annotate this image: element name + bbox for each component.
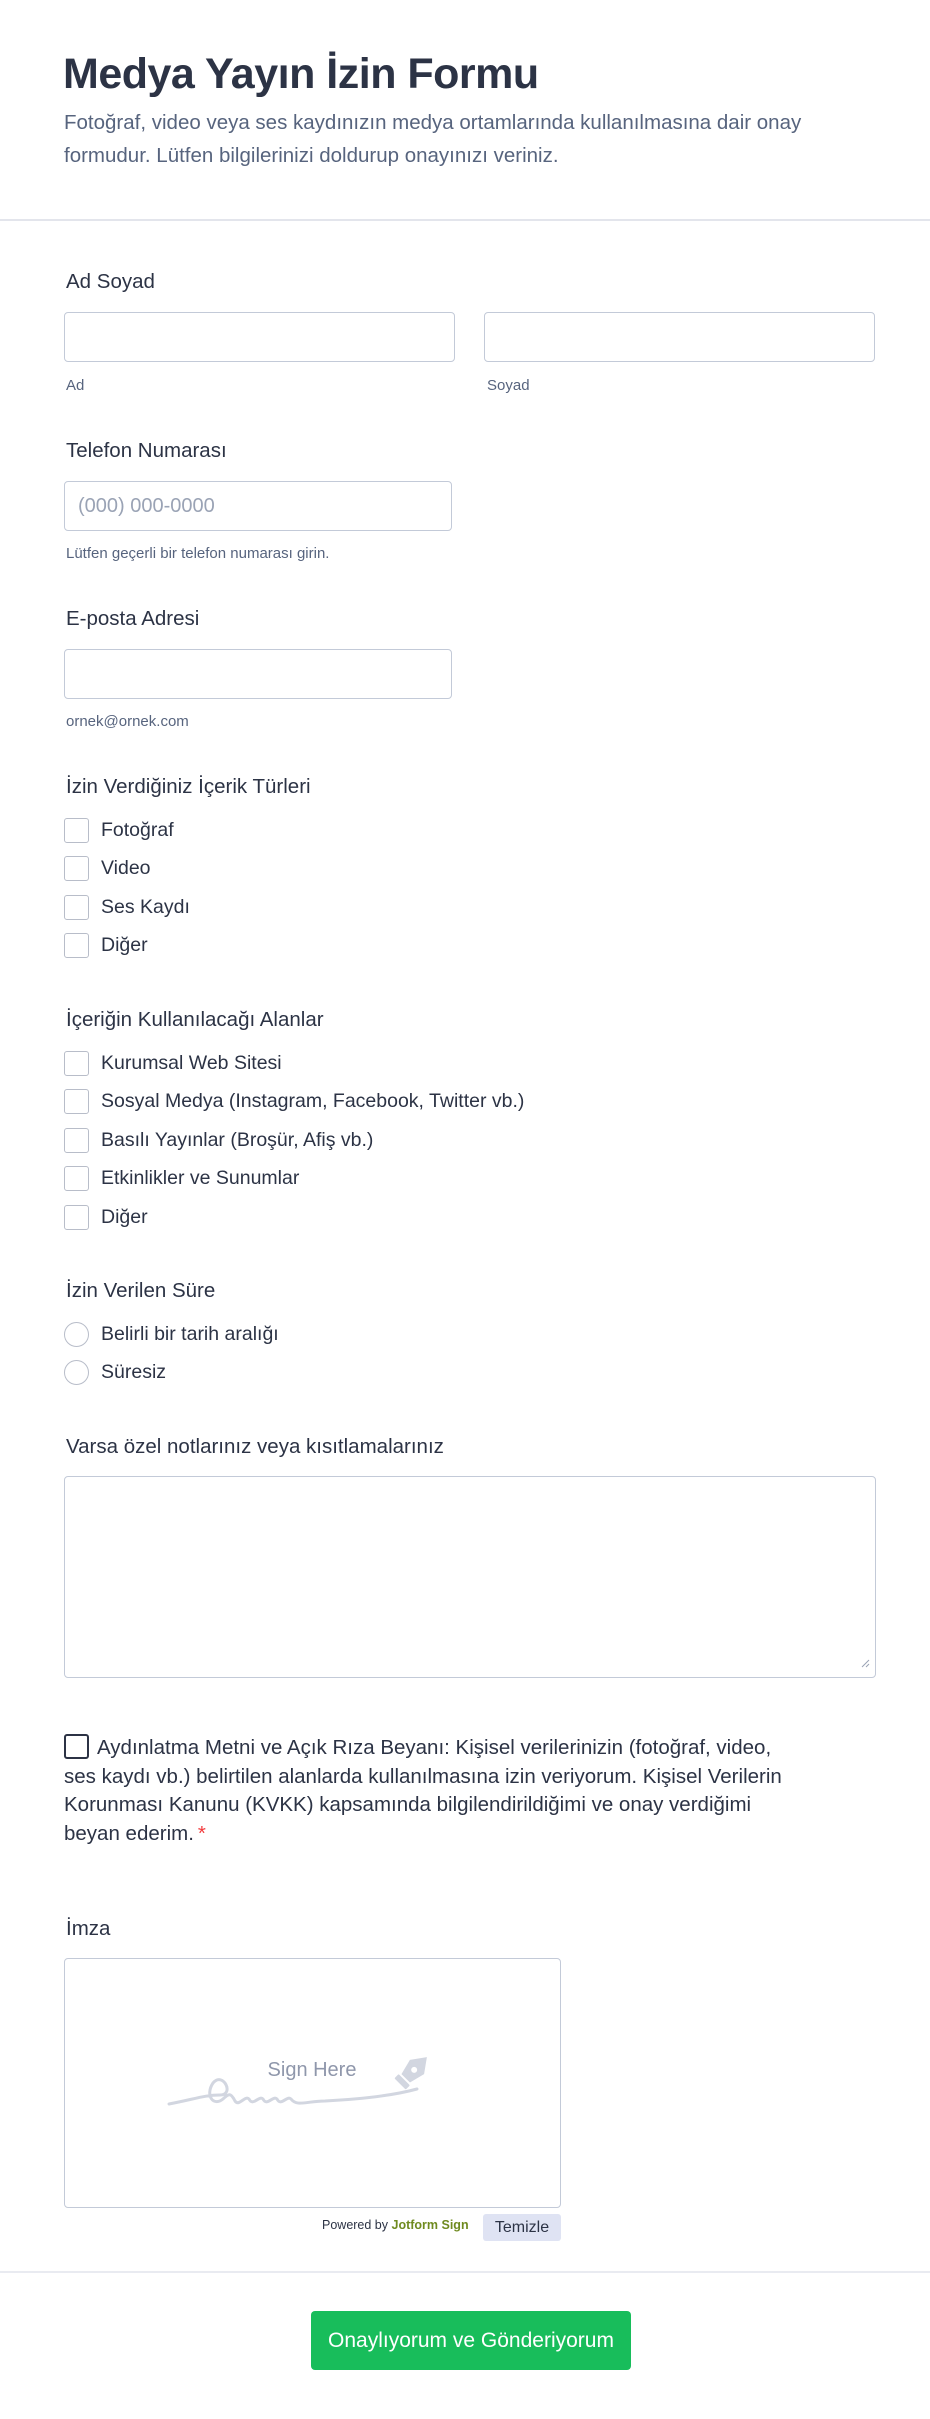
submit-button[interactable]: Onaylıyorum ve Gönderiyorum <box>311 2311 631 2370</box>
form-header <box>0 0 930 221</box>
option-label: Belirli bir tarih aralığı <box>101 1322 279 1345</box>
notes-label: Varsa özel notlarınız veya kısıtlamalarınız <box>66 1435 444 1458</box>
last-name-input[interactable] <box>484 312 875 362</box>
footer-divider <box>0 2271 930 2273</box>
signature-pen-icon <box>393 2050 434 2091</box>
option-label: Diğer <box>101 933 148 956</box>
duration-label: İzin Verilen Süre <box>66 1279 216 1302</box>
clear-signature-button[interactable]: Temizle <box>483 2214 561 2241</box>
checkbox[interactable] <box>64 1051 89 1076</box>
powered-by-text: Powered by <box>322 2218 389 2232</box>
email-sublabel: ornek@ornek.com <box>66 713 189 730</box>
email-input[interactable] <box>64 649 452 699</box>
jotform-sign-brand[interactable]: Jotform Sign <box>391 2218 469 2232</box>
resize-grip-icon[interactable] <box>860 1658 870 1668</box>
checkbox[interactable] <box>64 818 89 843</box>
usage-areas-label: İçeriğin Kullanılacağı Alanlar <box>66 1008 324 1031</box>
checkbox[interactable] <box>64 1089 89 1114</box>
option-label: Ses Kaydı <box>101 895 190 918</box>
usage-area-option[interactable] <box>64 1165 299 1191</box>
content-type-option[interactable] <box>64 894 190 920</box>
option-label: Diğer <box>101 1205 148 1228</box>
checkbox[interactable] <box>64 1166 89 1191</box>
phone-input[interactable] <box>64 481 452 531</box>
option-label: Video <box>101 856 151 879</box>
signature-placeholder <box>165 2049 455 2129</box>
usage-area-option[interactable] <box>64 1204 148 1230</box>
checkbox[interactable] <box>64 895 89 920</box>
content-type-option[interactable] <box>64 817 174 843</box>
option-label: Basılı Yayınlar (Broşür, Afiş vb.) <box>101 1128 374 1151</box>
option-label: Fotoğraf <box>101 818 174 841</box>
signature-label: İmza <box>66 1917 111 1940</box>
last-name-sublabel: Soyad <box>487 377 530 394</box>
notes-textarea[interactable] <box>64 1476 876 1678</box>
signature-squiggle <box>169 2080 417 2104</box>
option-label: Etkinlikler ve Sunumlar <box>101 1166 300 1189</box>
option-label: Kurumsal Web Sitesi <box>101 1051 282 1074</box>
checkbox[interactable] <box>64 1205 89 1230</box>
sign-here-text: Sign Here <box>267 2059 357 2081</box>
usage-area-option[interactable] <box>64 1088 524 1114</box>
required-asterisk: * <box>197 1821 206 1845</box>
content-type-option[interactable] <box>64 855 151 881</box>
phone-sublabel: Lütfen geçerli bir telefon numarası girin. <box>66 545 330 562</box>
powered-by <box>322 2218 469 2232</box>
name-label: Ad Soyad <box>66 270 155 293</box>
content-type-option[interactable] <box>64 932 148 958</box>
checkbox[interactable] <box>64 1128 89 1153</box>
signature-pad[interactable] <box>64 1958 561 2208</box>
consent-checkbox[interactable] <box>64 1734 89 1759</box>
consent-block <box>64 1734 784 1848</box>
usage-area-option[interactable] <box>64 1127 373 1153</box>
first-name-sublabel: Ad <box>66 377 85 394</box>
radio-button[interactable] <box>64 1360 89 1385</box>
first-name-input[interactable] <box>64 312 455 362</box>
form-title: Medya Yayın İzin Formu <box>63 50 539 98</box>
radio-button[interactable] <box>64 1322 89 1347</box>
option-label: Sosyal Medya (Instagram, Facebook, Twitter vb.) <box>101 1089 525 1112</box>
consent-text: Aydınlatma Metni ve Açık Rıza Beyanı: Kişisel verilerinizin (fotoğraf, video, ses kaydı vb.) belirtilen alanlarda kullanılmasına izin veriyorum. Kişisel Verilerin Korunması Kanunu (KVKK) kapsamında bilgilendirildiğimi ve onay verdiğimi beyan ederim. <box>64 1736 782 1845</box>
content-types-label: İzin Verdiğiniz İçerik Türleri <box>66 775 311 798</box>
duration-option[interactable] <box>64 1321 279 1347</box>
usage-area-option[interactable] <box>64 1050 282 1076</box>
phone-label: Telefon Numarası <box>66 439 227 462</box>
option-label: Süresiz <box>101 1360 167 1383</box>
form-description: Fotoğraf, video veya ses kaydınızın medya ortamlarında kullanılmasına dair onay formudur. Lütfen bilgilerinizi doldurup onayınızı veriniz. <box>64 111 802 167</box>
checkbox[interactable] <box>64 856 89 881</box>
duration-option[interactable] <box>64 1359 166 1385</box>
email-label: E-posta Adresi <box>66 607 200 630</box>
checkbox[interactable] <box>64 933 89 958</box>
